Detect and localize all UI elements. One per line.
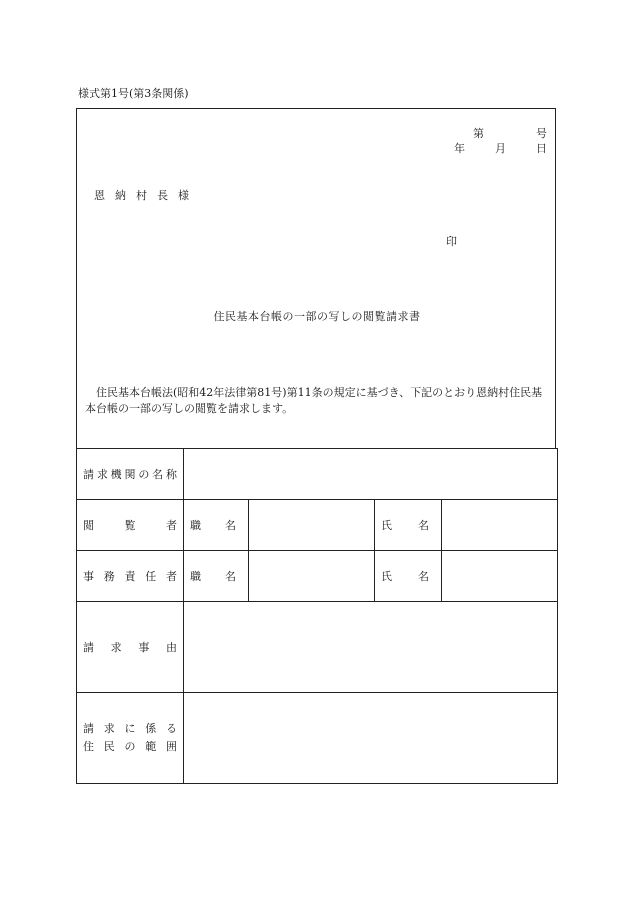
date-day: 日 — [536, 142, 547, 155]
date-year: 年 — [454, 142, 465, 155]
viewer-position-label: 職名 — [184, 500, 249, 551]
viewer-row — [77, 500, 558, 551]
agency-row — [77, 449, 558, 500]
date-month: 月 — [495, 142, 506, 155]
reason-label: 請求事由 — [77, 602, 184, 693]
scope-label — [77, 693, 184, 784]
request-detail-table — [76, 448, 558, 784]
viewer-name-field[interactable] — [442, 500, 558, 551]
viewer-name-label: 氏名 — [375, 500, 442, 551]
manager-name-label: 氏名 — [375, 551, 442, 602]
reason-row — [77, 602, 558, 693]
agency-name-field[interactable] — [184, 449, 558, 500]
number-prefix: 第 — [473, 127, 484, 140]
scope-label-line-2: 住民の範囲 — [83, 740, 177, 753]
document-title: 住民基本台帳の一部の写しの閲覧請求書 — [213, 310, 421, 323]
request-statement: 住民基本台帳法(昭和42年法律第81号)第11条の規定に基づき、下記のとおり恩納村住民基本台帳の一部の写しの閲覧を請求します。 — [85, 386, 543, 415]
manager-position-field[interactable] — [249, 551, 375, 602]
document-number-block — [454, 126, 547, 156]
number-suffix: 号 — [536, 127, 547, 140]
addressee: 恩納村長様 — [94, 189, 199, 202]
request-form-header-box — [76, 108, 556, 449]
form-caption: 様式第1号(第3条関係) — [78, 87, 189, 100]
reason-field[interactable] — [184, 602, 558, 693]
manager-label: 事務責任者 — [77, 551, 184, 602]
manager-name-field[interactable] — [442, 551, 558, 602]
viewer-label: 閲覧者 — [77, 500, 184, 551]
scope-field[interactable] — [184, 693, 558, 784]
manager-row — [77, 551, 558, 602]
scope-label-line-1: 請求に係る — [83, 722, 177, 735]
seal-mark: 印 — [446, 235, 457, 248]
manager-position-label: 職名 — [184, 551, 249, 602]
viewer-position-field[interactable] — [249, 500, 375, 551]
scope-row — [77, 693, 558, 784]
agency-label: 請求機関の名称 — [77, 449, 184, 500]
